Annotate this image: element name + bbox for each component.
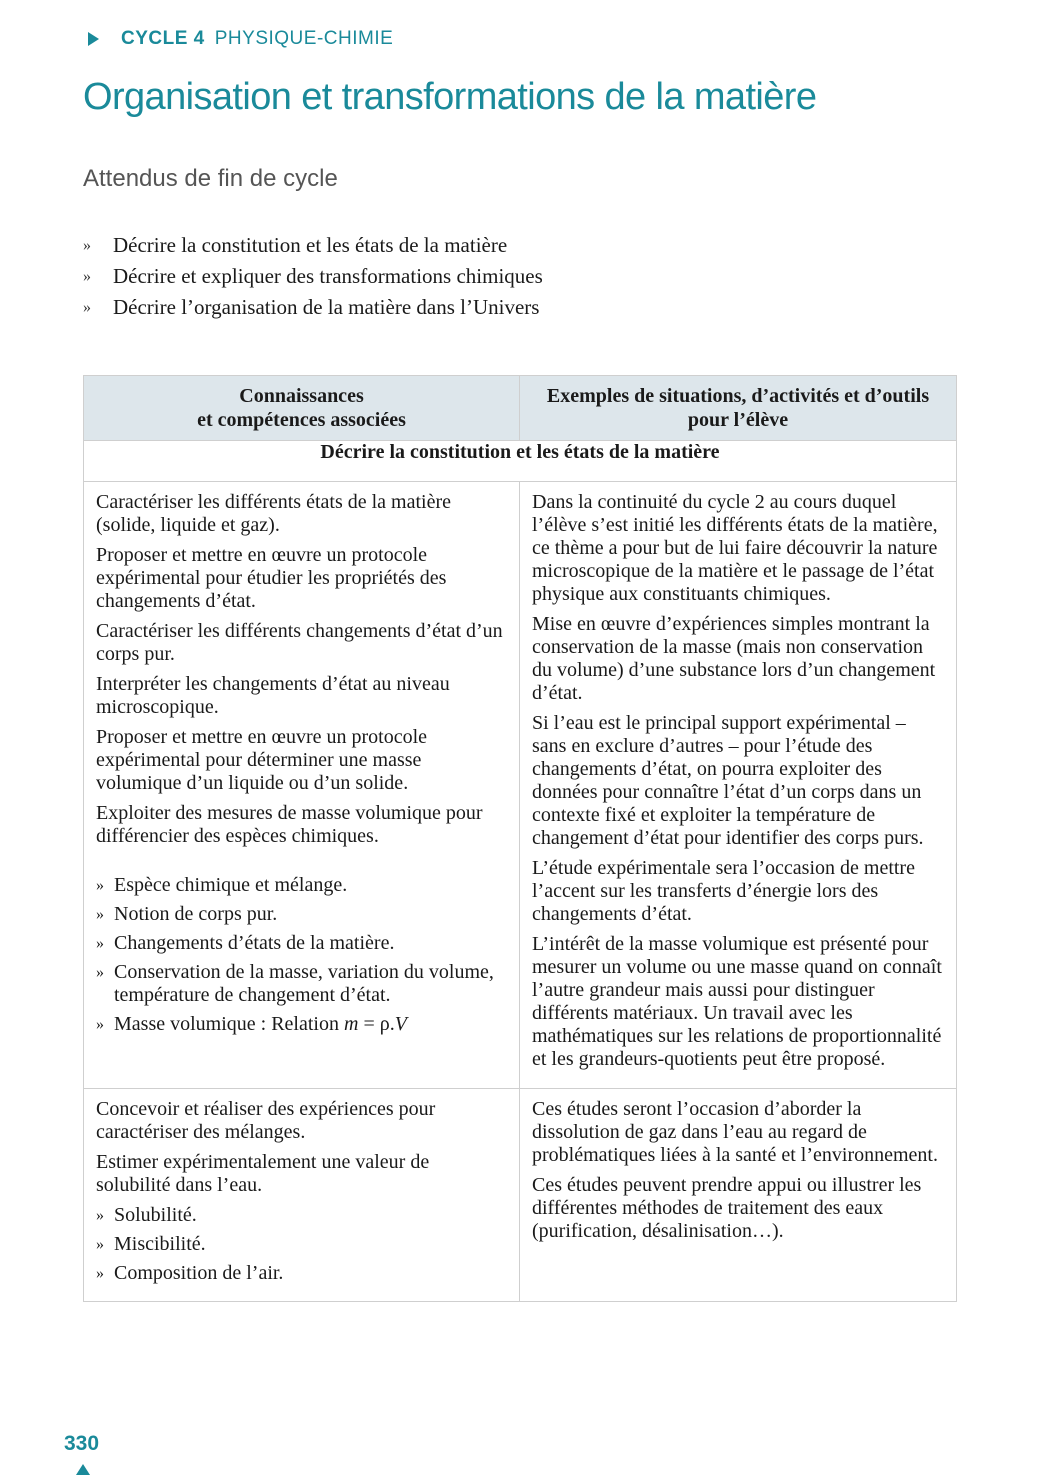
expected-outcomes-list	[83, 230, 543, 323]
section-row	[84, 441, 957, 482]
examples-cell: Ces études seront l’occasion d’aborder la dissolution de gaz dans l’eau au regard de problématiques liées à la santé et l’environnement. Ces études peuvent prendre appui ou illustrer les différentes méthodes de traitement des eaux (purification, désalinisation…).	[520, 1089, 957, 1302]
column-header-examples: Exemples de situations, d’activités et d’outils pour l’élève	[520, 376, 957, 441]
table-header-row	[84, 376, 957, 441]
list-item: » Conservation de la masse, variation du volume, température de changement d’état.	[96, 961, 494, 1006]
bullet-icon: »	[96, 1016, 104, 1033]
bullet-icon: »	[96, 1207, 104, 1224]
table-row	[84, 1089, 957, 1302]
bullet-icon: »	[96, 877, 104, 894]
cycle-label: CYCLE 4	[121, 28, 205, 49]
list-item: » Miscibilité.	[96, 1233, 206, 1255]
notions-list	[96, 874, 507, 1036]
running-header	[88, 26, 393, 52]
page-title: Organisation et transformations de la matière	[83, 76, 817, 118]
list-item: » Décrire et expliquer des transformations chimiques	[83, 261, 543, 292]
section-subtitle: Attendus de fin de cycle	[83, 165, 338, 192]
examples-cell: Dans la continuité du cycle 2 au cours duquel l’élève s’est initié les différents états de la matière, ce thème a pour but de lui faire découvrir la nature microscopique de la matière et le passage de l’état physique aux constituants chimiques. Mise en œuvre d’expériences simples montrant la conservation de la masse (mais non conservation du volume) d’une substance lors d’un changement d’état. Si l’eau est le principal support expérimental – sans en exclure d’autres – pour l’étude des changements d’état, on pourra exploiter des données pour connaître l’état d’un corps dans un contexte fixé et exploiter la température de changement d’état pour identifier des corps purs. L’étude expérimentale sera l’occasion de mettre l’accent sur les transferts d’énergie lors des changements d’état. L’intérêt de la masse volumique est présenté pour mesurer un volume ou une masse quand on connaît l’autre grandeur mais aussi pour distinguer différents matériaux. Un travail avec les mathématiques sur les relations de proportionnalité et les grandeurs-quotients peut être proposé.	[520, 482, 957, 1089]
density-formula: Masse volumique : Relation m = ρ.V	[114, 1013, 407, 1035]
knowledge-cell: Caractériser les différents états de la matière (solide, liquide et gaz). Proposer et mettre en œuvre un protocole expérimental pour étudier les propriétés des changements d’état. Caractériser les différents changements d’état d’un corps pur. Interpréter les changements d’état au niveau microscopique. Proposer et mettre en œuvre un protocole expérimental pour déterminer une masse volumique d’un liquide ou d’un solide. Exploiter des mesures de masse volumique pour différencier des espèces chimiques. » Espèce chimique et mélange. » Notion de corps pur. » Changements d’états de la matière. » Conservation de la masse, variation du volume, température de changement d’état. » Masse volumique : Relation m = ρ.V	[84, 482, 520, 1089]
play-triangle-icon	[88, 32, 99, 46]
list-item: » Changements d’états de la matière.	[96, 932, 395, 954]
list-item: » Composition de l’air.	[96, 1262, 284, 1284]
up-triangle-icon	[76, 1464, 90, 1475]
list-item: » Espèce chimique et mélange.	[96, 874, 348, 896]
list-item: » Décrire l’organisation de la matière dans l’Univers	[83, 292, 543, 323]
bullet-icon: »	[96, 935, 104, 952]
column-header-knowledge: Connaissances et compétences associées	[84, 376, 520, 441]
list-item: » Notion de corps pur.	[96, 903, 278, 925]
bullet-icon: »	[96, 906, 104, 923]
competencies-table	[83, 375, 957, 1302]
bullet-icon: »	[96, 1265, 104, 1282]
bullet-icon: »	[83, 299, 91, 316]
list-item: » Décrire la constitution et les états de la matière	[83, 230, 543, 261]
list-item	[96, 1013, 507, 1036]
knowledge-cell: Concevoir et réaliser des expériences pour caractériser des mélanges. Estimer expérimentalement une valeur de solubilité dans l’eau. » Solubilité. » Miscibilité. » Composition de l’air.	[84, 1089, 520, 1302]
list-item: » Solubilité.	[96, 1204, 197, 1226]
notions-list	[96, 1204, 507, 1285]
section-title: Décrire la constitution et les états de la matière	[84, 441, 957, 482]
bullet-icon: »	[83, 237, 91, 254]
bullet-icon: »	[96, 1236, 104, 1253]
subject-label: PHYSIQUE-CHIMIE	[214, 28, 394, 49]
bullet-icon: »	[96, 964, 104, 981]
bullet-icon: »	[83, 268, 91, 285]
page-number: 330	[64, 1432, 100, 1455]
table-row	[84, 482, 957, 1089]
